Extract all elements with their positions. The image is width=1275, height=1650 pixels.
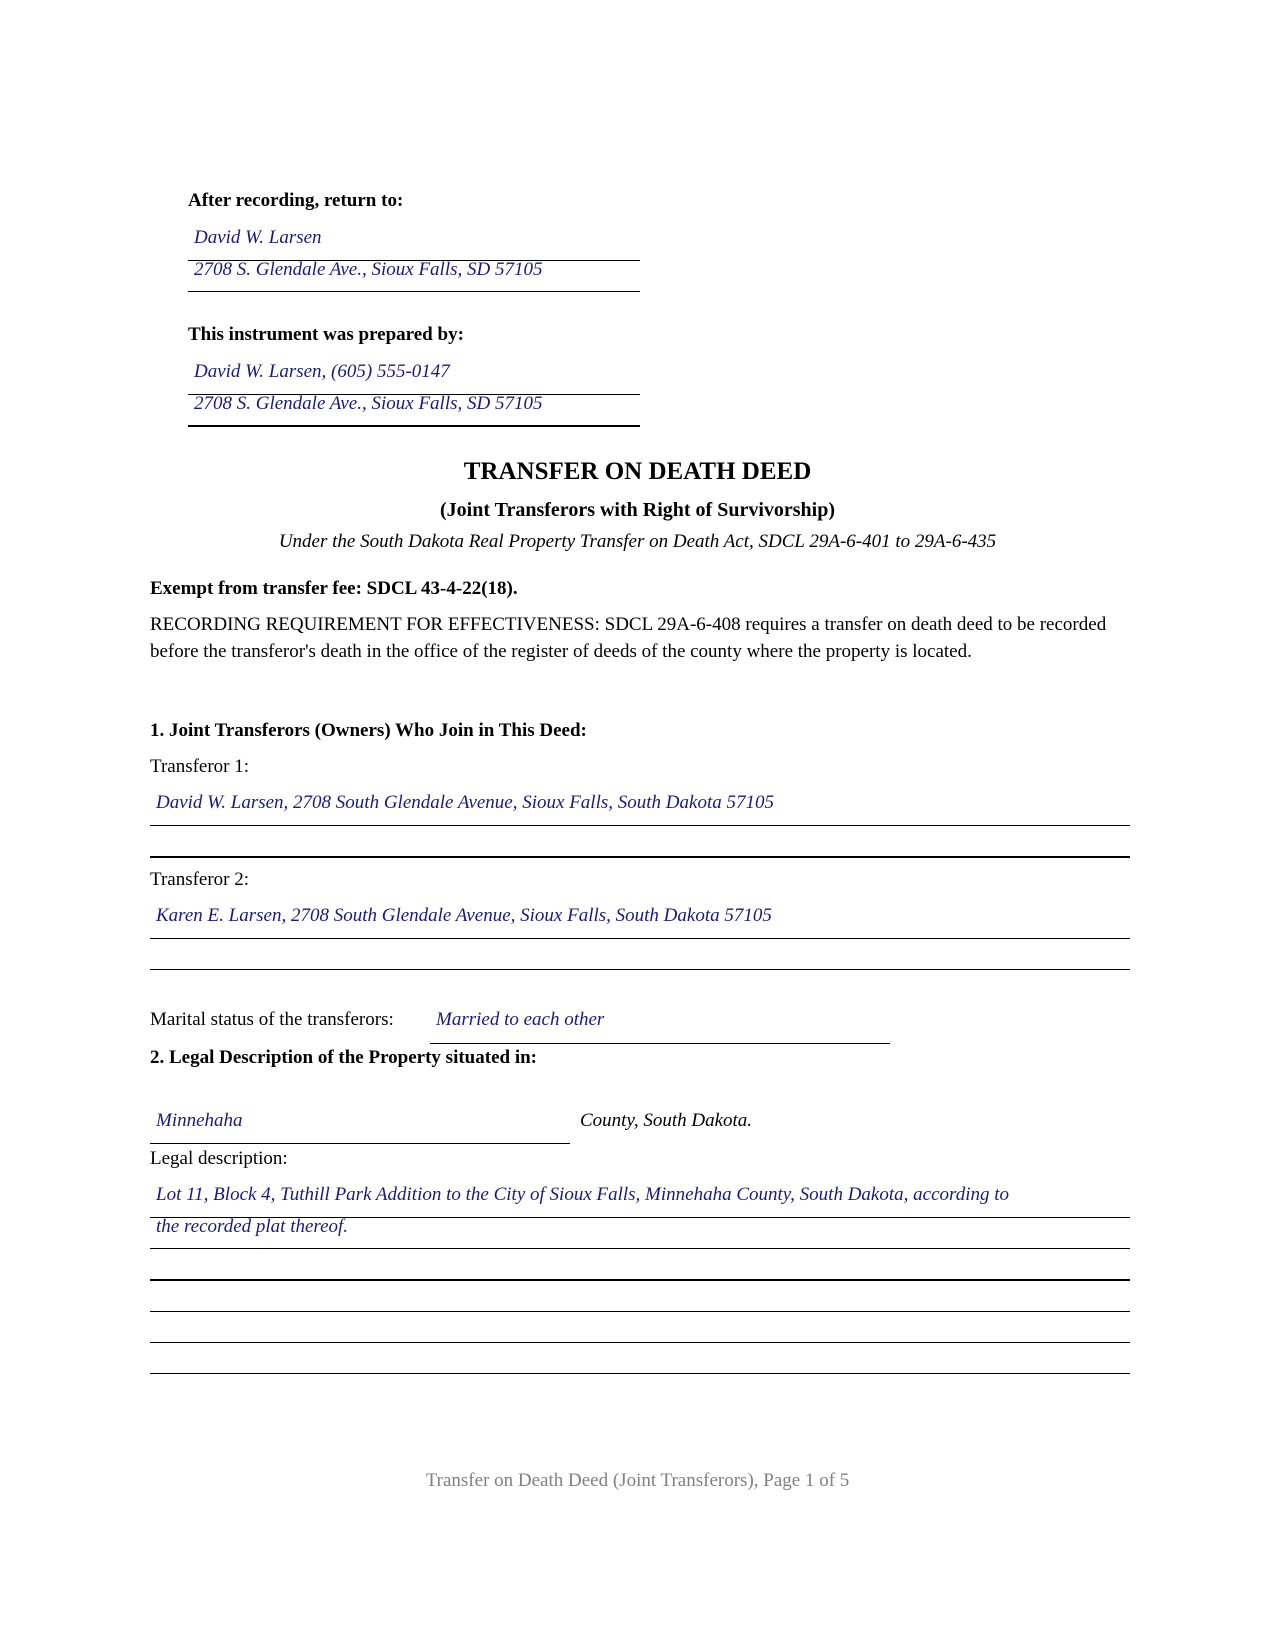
deed-title: TRANSFER ON DEATH DEED bbox=[463, 458, 812, 485]
legal-rule-3 bbox=[150, 1279, 1130, 1281]
legal-rule-4 bbox=[150, 1311, 1130, 1312]
prepared-by-address-field[interactable]: 2708 S. Glendale Ave., Sioux Falls, SD 57105 bbox=[194, 393, 543, 414]
legal-rule-2 bbox=[150, 1248, 1130, 1249]
transferor-1-line-1 bbox=[150, 825, 1130, 826]
section-2-heading: 2. Legal Description of the Property situated in: bbox=[150, 1047, 537, 1068]
legal-rule-5 bbox=[150, 1342, 1130, 1343]
county-suffix: County, South Dakota. bbox=[580, 1110, 753, 1131]
legal-description-label: Legal description: bbox=[150, 1148, 288, 1169]
exempt-notice: Exempt from transfer fee: SDCL 43-4-22(18). bbox=[150, 578, 518, 599]
marital-status-label: Marital status of the transferors: bbox=[150, 1009, 394, 1030]
county-line bbox=[150, 1143, 570, 1144]
return-to-address-field[interactable]: 2708 S. Glendale Ave., Sioux Falls, SD 57105 bbox=[194, 259, 543, 280]
return-to-heading: After recording, return to: bbox=[188, 190, 404, 211]
section-1-heading: 1. Joint Transferors (Owners) Who Join in This Deed: bbox=[150, 720, 587, 741]
return-to-name-field[interactable]: David W. Larsen bbox=[194, 227, 322, 248]
legal-rule-6 bbox=[150, 1373, 1130, 1374]
transferor-2-label: Transferor 2: bbox=[150, 869, 250, 890]
legal-description-line-2[interactable]: the recorded plat thereof. bbox=[156, 1216, 349, 1237]
transferor-2-line-2 bbox=[150, 969, 1130, 970]
county-field[interactable]: Minnehaha bbox=[156, 1110, 243, 1131]
marital-status-field[interactable]: Married to each other bbox=[436, 1009, 605, 1030]
return-to-address-line bbox=[188, 291, 640, 292]
transferor-2-line-1 bbox=[150, 938, 1130, 939]
transferor-2-field[interactable]: Karen E. Larsen, 2708 South Glendale Avenue, Sioux Falls, South Dakota 57105 bbox=[156, 905, 772, 926]
legal-description-line-1[interactable]: Lot 11, Block 4, Tuthill Park Addition to the City of Sioux Falls, Minnehaha County, South Dakota, according to bbox=[156, 1184, 1010, 1205]
statute-reference: Under the South Dakota Real Property Transfer on Death Act, SDCL 29A-6-401 to 29A-6-435 bbox=[278, 531, 997, 552]
prepared-by-heading: This instrument was prepared by: bbox=[188, 324, 464, 345]
prepared-by-name-field[interactable]: David W. Larsen, (605) 555-0147 bbox=[194, 361, 450, 382]
page-footer: Transfer on Death Deed (Joint Transferors), Page 1 of 5 bbox=[425, 1470, 850, 1491]
transferor-1-line-2 bbox=[150, 856, 1130, 858]
prepared-by-address-line bbox=[188, 425, 640, 427]
recording-requirement: RECORDING REQUIREMENT FOR EFFECTIVENESS: SDCL 29A-6-408 requires a transfer on death deed to be recorded before the transferor's death in the office of the register of deeds of the county where the property is located. bbox=[150, 614, 1107, 662]
marital-status-line bbox=[430, 1043, 890, 1044]
transferor-1-label: Transferor 1: bbox=[150, 756, 250, 777]
transferor-1-field[interactable]: David W. Larsen, 2708 South Glendale Avenue, Sioux Falls, South Dakota 57105 bbox=[156, 792, 774, 813]
deed-subtitle: (Joint Transferors with Right of Survivorship) bbox=[439, 499, 836, 521]
